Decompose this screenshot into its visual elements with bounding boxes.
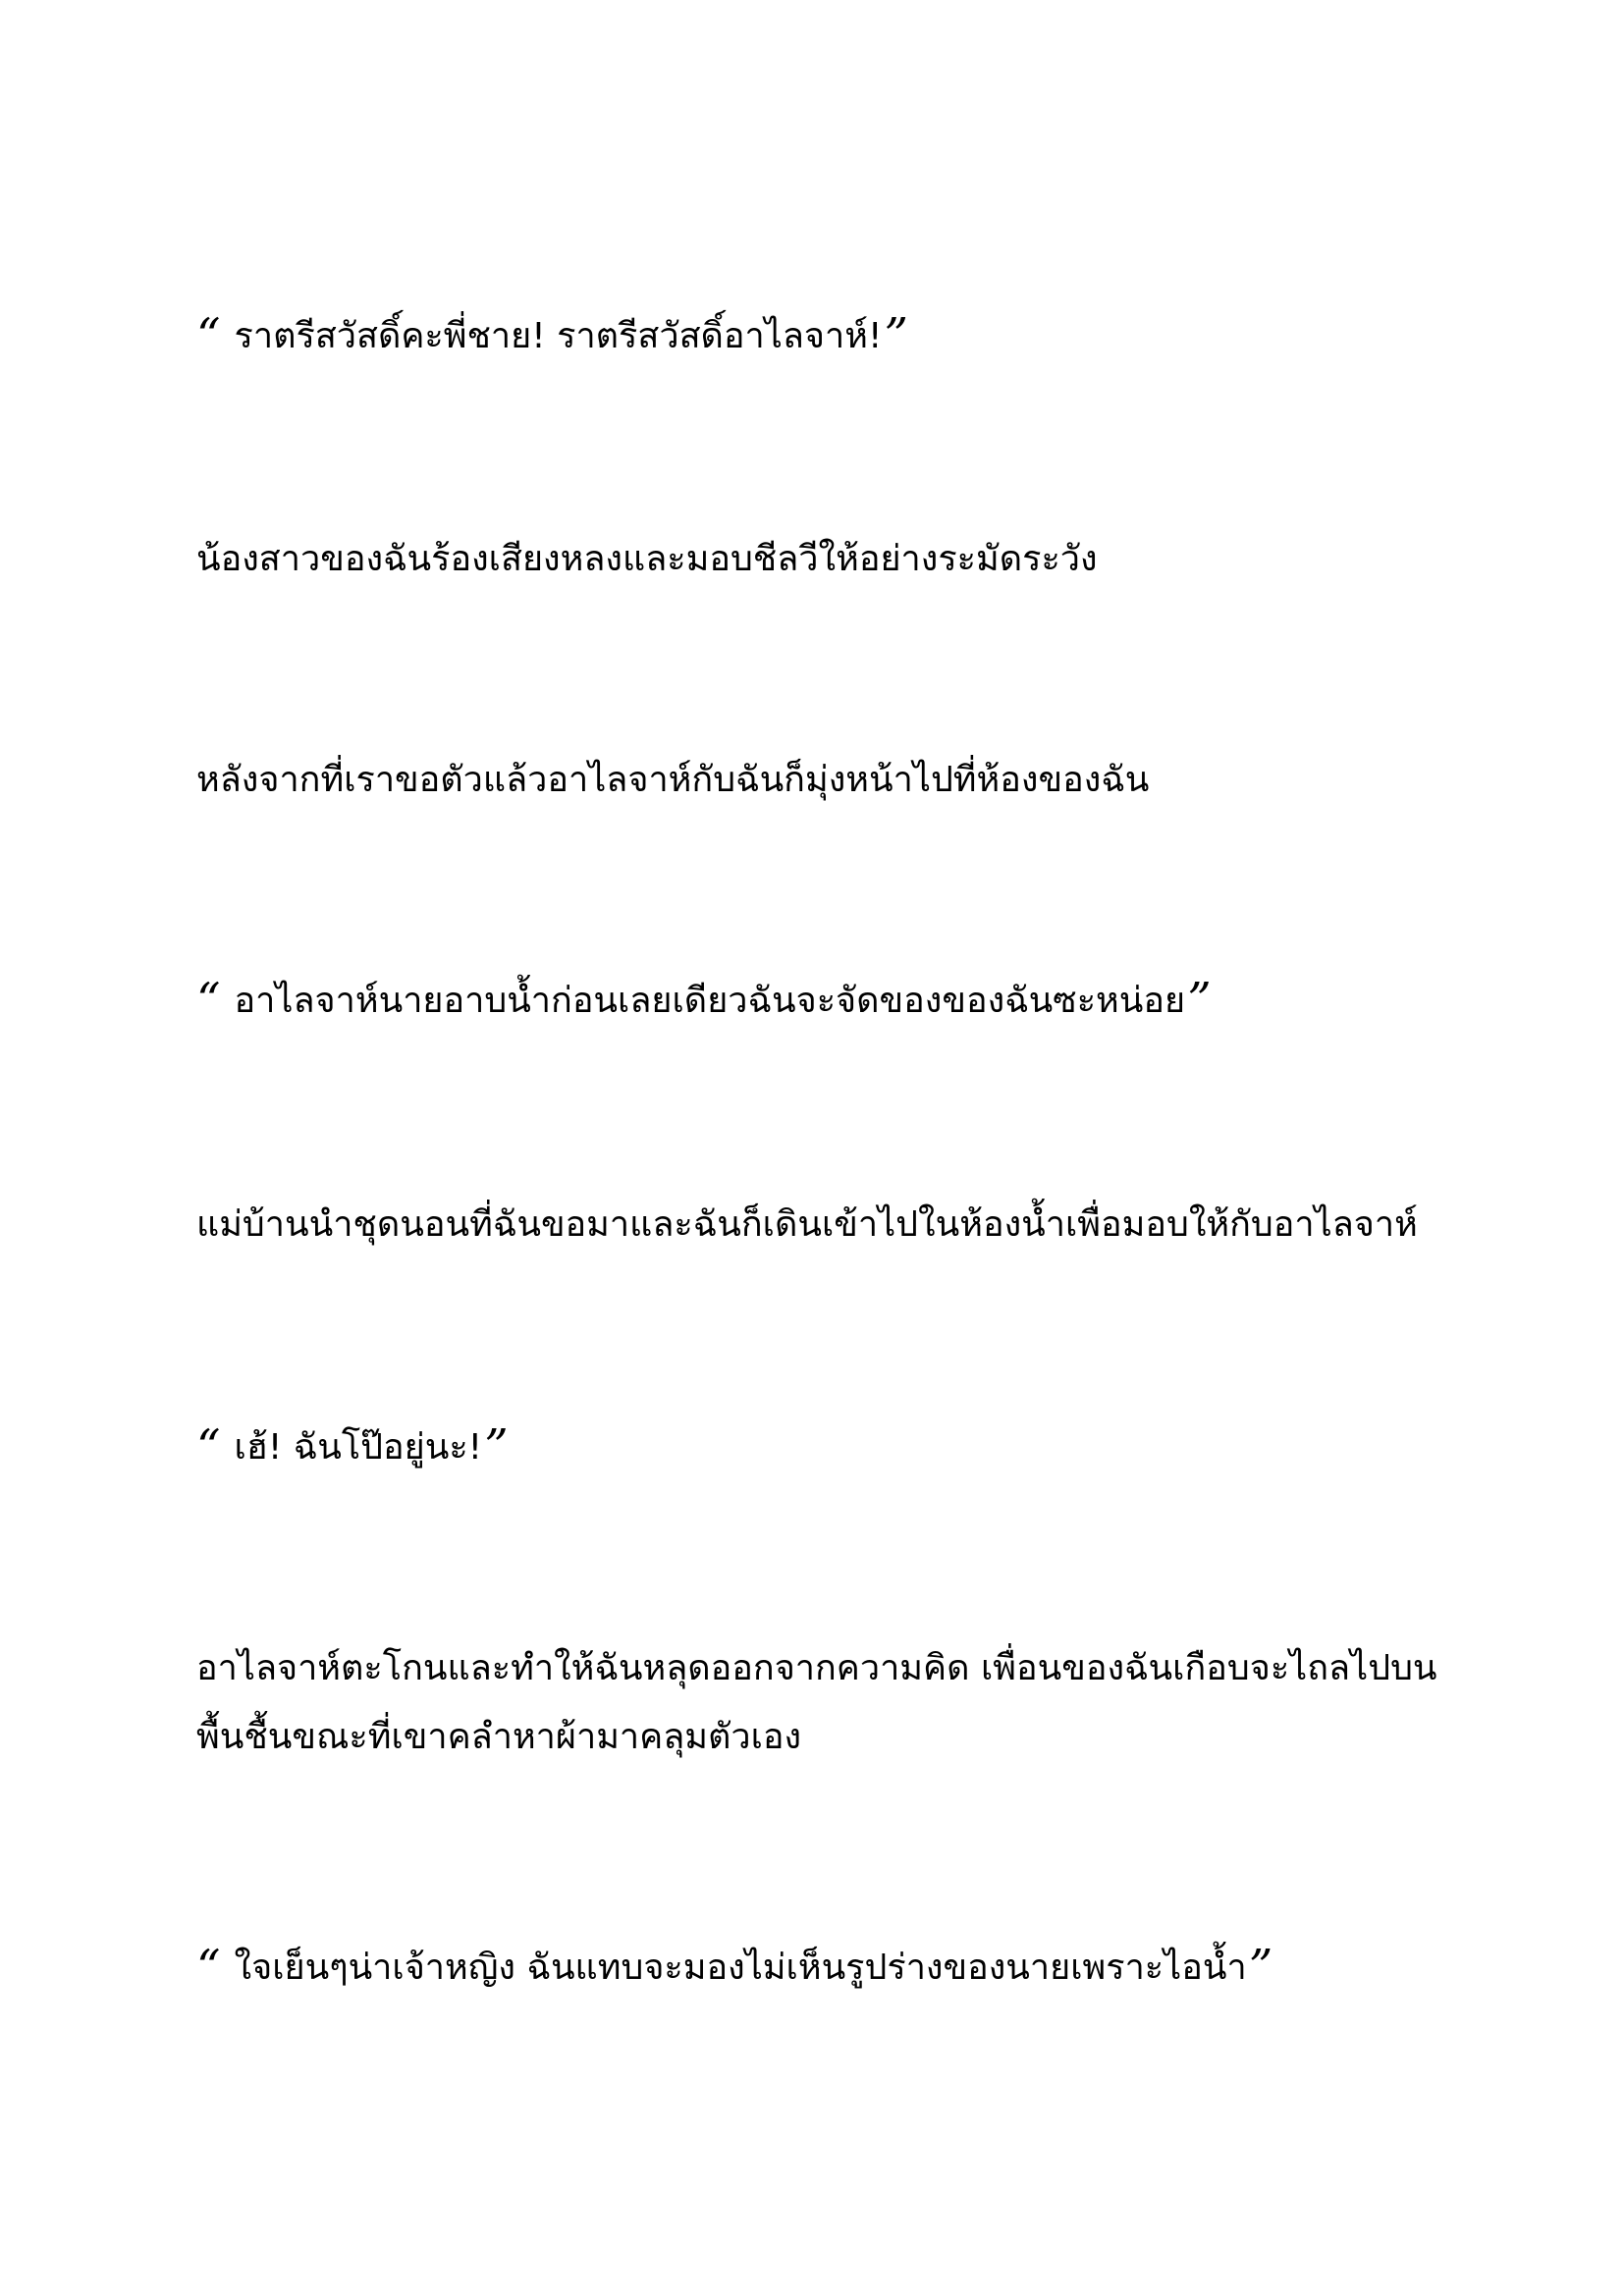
close-quote: ” — [884, 308, 908, 363]
close-quote: ” — [484, 1419, 509, 1474]
dialogue-paragraph — [196, 1414, 1453, 1482]
dialogue-paragraph — [196, 302, 1453, 371]
open-quote: “ — [196, 1419, 221, 1474]
narration-line: พื้นชื้นขณะที่เขาคลำหาผ้ามาคลุมตัวเอง — [196, 1717, 802, 1757]
narration-paragraph — [196, 1634, 1453, 1772]
dialogue-text: ใจเย็นๆน่าเจ้าหญิง ฉันแทบจะมองไม่เห็นรูปร่างของนายเพราะไอน้ำ — [234, 1948, 1247, 1988]
close-quote: ” — [1187, 973, 1212, 1028]
open-quote: “ — [196, 1940, 221, 1995]
narration-text: หลังจากที่เราขอตัวแล้วอาไลจาห์กับฉันก็มุ่งหน้าไปที่ห้องของฉัน — [196, 760, 1150, 800]
dialogue-text: ราตรีสวัสดิ์คะพี่ชาย! ราตรีสวัสดิ์อาไลจาห์! — [234, 316, 883, 356]
narration-paragraph — [196, 525, 1453, 594]
narration-text: แม่บ้านนำชุดนอนที่ฉันขอมาและฉันก็เดินเข้าไปในห้องน้ำเพื่อมอบให้กับอาไลจาห์ — [196, 1204, 1418, 1245]
narration-paragraph — [196, 746, 1453, 815]
dialogue-paragraph — [196, 967, 1453, 1036]
dialogue-paragraph — [196, 1934, 1453, 2002]
dialogue-text: เฮ้! ฉันโป๊อยู่นะ! — [234, 1427, 483, 1468]
narration-line: อาไลจาห์ตะโกนและทำให้ฉันหลุดออกจากความคิด เพื่อนของฉันเกือบจะไถลไปบน — [196, 1648, 1437, 1688]
narration-paragraph — [196, 1191, 1453, 1259]
close-quote: ” — [1248, 1940, 1273, 1995]
dialogue-text: อาไลจาห์นายอาบน้ำก่อนเลยเดียวฉันจะจัดของของฉันซะหน่อย — [234, 981, 1186, 1021]
open-quote: “ — [196, 308, 221, 363]
narration-text: น้องสาวของฉันร้องเสียงหลงและมอบชีลวีให้อย่างระมัดระวัง — [196, 539, 1098, 579]
open-quote: “ — [196, 973, 221, 1028]
